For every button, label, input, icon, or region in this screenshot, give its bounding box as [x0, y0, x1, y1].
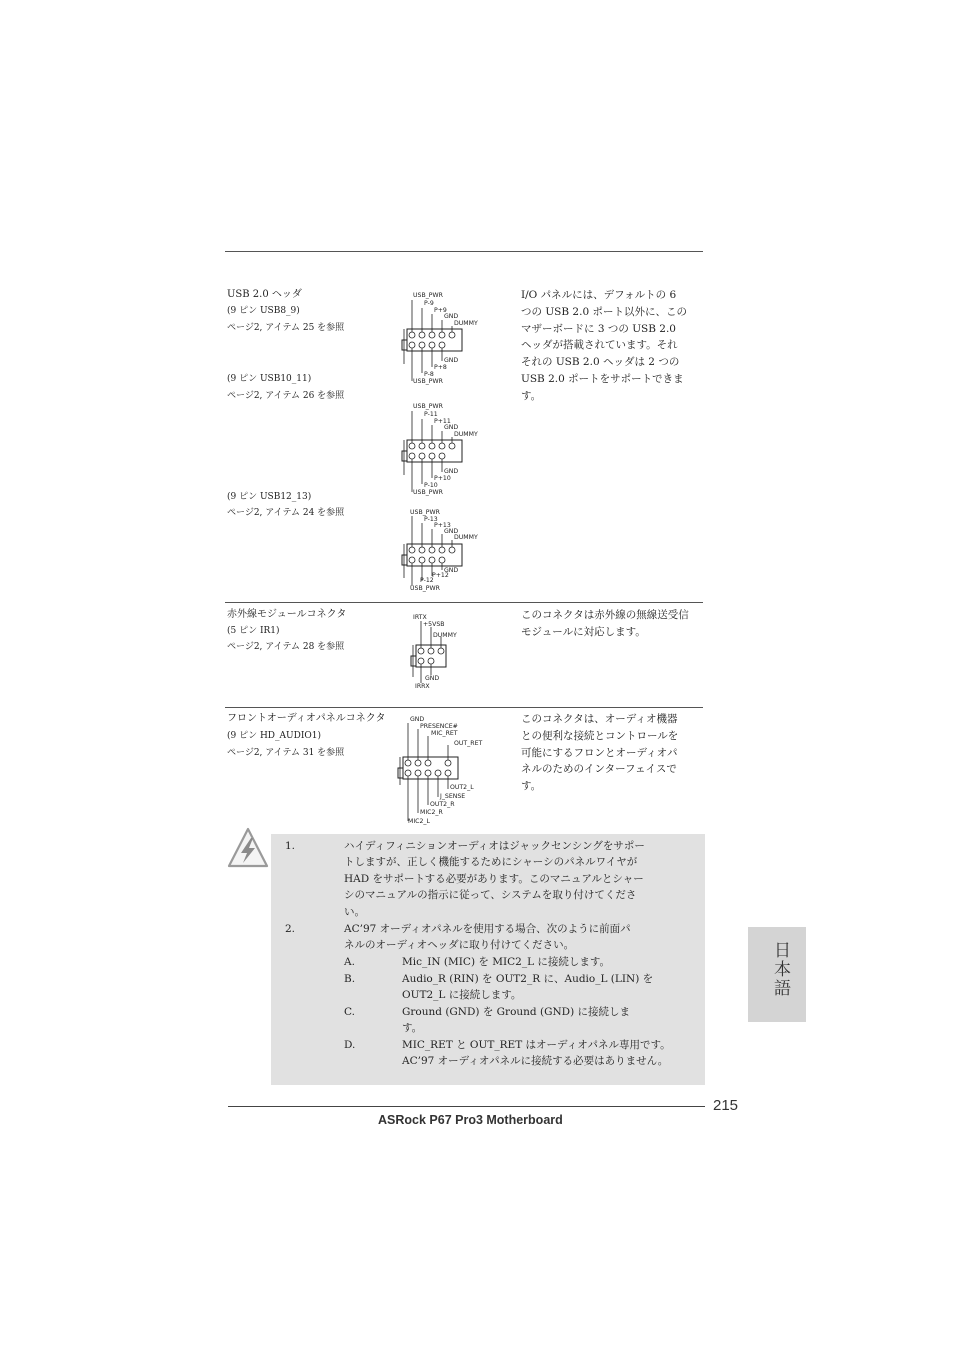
usb-ref1: ページ2, アイテム 25 を参照 [227, 323, 345, 333]
svg-text:P+9: P+9 [434, 307, 447, 314]
svg-text:USB_PWR: USB_PWR [413, 378, 443, 385]
hd-audio-pin-diagram [395, 713, 495, 828]
item-d-letter: D. [344, 1039, 356, 1051]
footer-title: ASRock P67 Pro3 Motherboard [378, 1113, 563, 1127]
item-b-letter: B. [344, 973, 356, 985]
usb-sub1: (9 ピン USB8_9) [227, 306, 300, 316]
svg-text:MIC2_L: MIC2_L [408, 818, 430, 825]
usb8-9-pin-diagram [400, 289, 492, 387]
note-2-number: 2. [285, 923, 296, 935]
usb12-13-pin-diagram [400, 506, 492, 596]
svg-text:GND: GND [444, 424, 459, 431]
svg-text:OUT2_R: OUT2_R [430, 801, 455, 808]
svg-text:P-8: P-8 [424, 371, 434, 378]
svg-text:P-13: P-13 [424, 516, 438, 523]
svg-text:USB_PWR: USB_PWR [410, 509, 440, 516]
item-a-letter: A. [344, 956, 355, 968]
svg-text:P+11: P+11 [434, 418, 451, 425]
svg-text:P+10: P+10 [434, 475, 451, 482]
svg-text:P-10: P-10 [424, 482, 438, 489]
ir-ref: ページ2, アイテム 28 を参照 [227, 642, 345, 652]
svg-text:P+13: P+13 [434, 522, 451, 529]
svg-text:USB_PWR: USB_PWR [410, 585, 440, 592]
svg-text:PRESENCE#: PRESENCE# [420, 723, 458, 730]
ir-sub: (5 ピン IR1) [227, 626, 280, 636]
svg-text:J_SENSE: J_SENSE [440, 793, 466, 800]
svg-text:GND: GND [444, 567, 459, 574]
language-tab [748, 927, 806, 1022]
svg-text:DUMMY: DUMMY [454, 320, 478, 327]
page-number: 215 [713, 1097, 739, 1114]
ir-title: 赤外線モジュールコネクタ [227, 609, 347, 620]
svg-text:IRTX: IRTX [413, 614, 427, 621]
audio-title: フロントオーディオパネルコネクタ [227, 713, 386, 724]
label-usb-pwr: USB_PWR [413, 292, 443, 299]
svg-text:MIC2_R: MIC2_R [420, 809, 443, 816]
ir-description: このコネクタは赤外線の無線送受信 モジュールに対応します。 [521, 609, 689, 638]
usb-sub3: (9 ピン USB12_13) [227, 492, 312, 502]
usb-description: I/O パネルには、デフォルトの 6 つの USB 2.0 ポート以外に、この マザーボードに 3 つの USB 2.0 ヘッダが搭載されています。それ それの USB 2.0 ヘッダは 2 つの USB 2.0 ポートをサポートできま す。 [521, 289, 687, 402]
svg-text:GND: GND [410, 716, 425, 723]
svg-text:GND: GND [444, 468, 459, 475]
audio-sub: (9 ピン HD_AUDIO1) [227, 731, 321, 741]
svg-text:IRRX: IRRX [415, 683, 430, 690]
ir-pin-diagram [405, 611, 475, 691]
svg-text:DUMMY: DUMMY [454, 534, 478, 541]
note-1-number: 1. [285, 840, 296, 852]
footer-rule [228, 1106, 705, 1107]
usb-sub2: (9 ピン USB10_11) [227, 374, 312, 384]
svg-text:DUMMY: DUMMY [454, 431, 478, 438]
svg-text:P+12: P+12 [432, 572, 449, 579]
svg-text:USB_PWR: USB_PWR [413, 403, 443, 410]
svg-text:OUT_RET: OUT_RET [454, 740, 483, 747]
svg-text:GND: GND [444, 357, 459, 364]
svg-text:GND: GND [444, 528, 459, 535]
audio-description: このコネクタは、オーディオ機器 との便利な接続とコントロールを 可能にするフロンとオーディオパ ネルのためのインターフェイスで す。 [521, 713, 679, 793]
svg-text:P+8: P+8 [434, 364, 447, 371]
svg-text:USB_PWR: USB_PWR [413, 489, 443, 496]
usb-title: USB 2.0 ヘッダ [227, 289, 302, 300]
svg-text:P-12: P-12 [420, 577, 434, 584]
svg-text:GND: GND [425, 675, 440, 682]
svg-text:GND: GND [444, 313, 459, 320]
divider-ir [225, 602, 703, 603]
language-tab-label: 日本語 [770, 941, 790, 998]
usb-ref3: ページ2, アイテム 24 を参照 [227, 508, 345, 518]
divider-audio [225, 707, 703, 708]
svg-text:P-11: P-11 [424, 411, 438, 418]
usb10-11-pin-diagram [400, 400, 492, 498]
svg-text:OUT2_L: OUT2_L [450, 784, 474, 791]
audio-ref: ページ2, アイテム 31 を参照 [227, 748, 345, 758]
warning-icon [226, 826, 270, 870]
top-rule [225, 251, 703, 252]
usb-ref2: ページ2, アイテム 26 を参照 [227, 391, 345, 401]
svg-text:MIC_RET: MIC_RET [431, 730, 458, 737]
svg-text:DUMMY: DUMMY [433, 632, 457, 639]
svg-text:+5VSB: +5VSB [423, 621, 445, 628]
notes-panel: 1. ハイディフィニションオーディオはジャックセンシングをサポー トしますが、正しく機能するためにシャーシのパネルワイヤが HAD をサポートする必要があります。このマニュアルとシャー シのマニュアルの指示に従って、システムを取り付けてくださ い。 2. AC’97 オーディオパネルを使用する場合、次のように前面パ ネルのオーディオヘッダに取り付けてください。 A. Mic_IN (MIC) を MIC2_L に接続します。 B. Audio_R (RIN) を OUT2_R に、Audio_L (LIN) を OUT2_L に接続します。 C. Ground (GND) を Ground (GND) に接続しま す。 D. MIC_RET と OUT_RET はオーディオパネル専用です。 AC’97 オーディオパネルに接続する必要はありません。 [271, 834, 705, 1085]
svg-text:P-9: P-9 [424, 300, 434, 307]
item-c-letter: C. [344, 1006, 355, 1018]
